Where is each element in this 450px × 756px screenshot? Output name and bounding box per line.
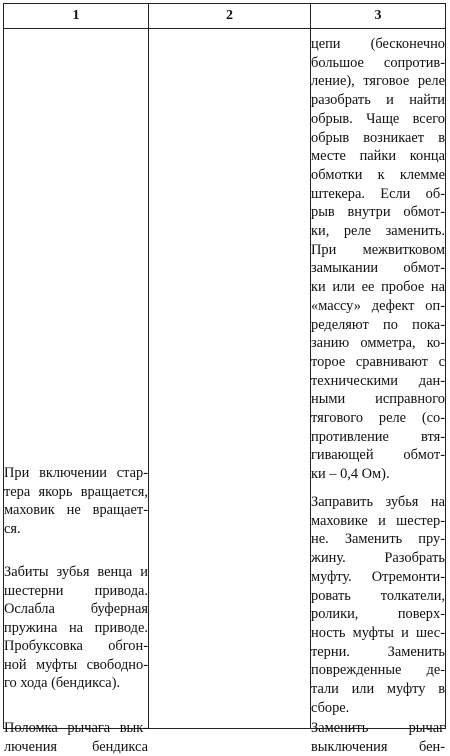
col1-line: тера якорь вращается, <box>4 483 148 500</box>
col3-line: техническими дан- <box>311 372 445 389</box>
col3-line: разобрать и найти <box>311 92 445 109</box>
col1-line: лючения бендикса <box>4 738 148 755</box>
col3-line: выключения бен- <box>311 738 445 755</box>
header-col-3: 3 <box>311 4 446 29</box>
header-col-1: 1 <box>4 4 149 29</box>
col1-line: При включении стар- <box>4 465 148 481</box>
col3-line: жину. Разобрать <box>311 550 445 567</box>
header-col-2: 2 <box>149 4 311 29</box>
col3-line: занию омметра, ко- <box>311 335 445 352</box>
col-1-cell <box>4 29 149 755</box>
header-row <box>4 4 446 29</box>
col-2-cell <box>149 29 311 729</box>
body-row <box>4 29 446 729</box>
col3-line: ки – 0,4 Ом). <box>311 466 390 483</box>
col1-line: го хода (бендикса). <box>4 675 121 692</box>
col3-line: обрыв возникает в <box>311 129 445 146</box>
col3-line: торое сравнивают с <box>311 353 445 370</box>
col1-line: маховик не вращает- <box>4 502 148 519</box>
col3-line: Заправить зубья на <box>311 494 445 510</box>
col-3-cell <box>311 29 446 755</box>
col3-line: тягового реле (со- <box>311 410 445 427</box>
col3-line: ными исправного <box>311 391 445 408</box>
col3-line: ки, реле заменить. <box>311 223 445 240</box>
col3-line: обмотки к клемме <box>311 166 445 183</box>
col3-line: противление втя- <box>311 428 445 445</box>
col1-block-1 <box>4 464 148 539</box>
col3-line: большое сопротив- <box>311 54 445 71</box>
col3-line: гивающей обмот- <box>311 447 445 464</box>
col3-line: ление), тяговое реле <box>311 73 445 90</box>
col1-block-3 <box>4 637 148 693</box>
col3-line: поврежденные де- <box>311 662 445 679</box>
col1-block-2 <box>4 563 148 638</box>
col3-line: ровать толкатели, <box>311 587 445 604</box>
col3-line: ределяют по пока- <box>311 316 445 333</box>
col1-line: шестерни привода. <box>4 582 148 599</box>
col3-block-1 <box>311 35 445 484</box>
col1-line: Пробуксовка обгон- <box>4 638 148 654</box>
col3-block-3 <box>311 719 445 756</box>
col3-line: Заменить рычаг <box>311 720 445 736</box>
col3-line: не. Заменить пру- <box>311 531 445 548</box>
col3-line: сборе. <box>311 699 350 716</box>
col3-line: рыв внутри обмот- <box>311 204 445 221</box>
fault-table <box>3 3 446 755</box>
col3-line: обрыв. Чаще всего <box>311 110 445 127</box>
col1-line: Ослабла буферная <box>4 601 148 618</box>
col1-line: Забиты зубья венца и <box>4 564 148 580</box>
col1-line: ной муфты свободно- <box>4 656 148 673</box>
col3-line: муфту. Отремонти- <box>311 568 445 585</box>
col3-line: месте пайки конца <box>311 148 445 165</box>
col3-line: терни. Заменить <box>311 643 445 660</box>
col3-line: ролики, поверх- <box>311 606 445 623</box>
col1-line: Поломка рычага вык- <box>4 720 148 736</box>
col3-line: маховике и шестер- <box>311 512 445 529</box>
col3-line: штекера. Если об- <box>311 185 445 202</box>
col1-line: пружина на приводе. <box>4 620 148 637</box>
col3-line: замыкании обмот- <box>311 260 445 277</box>
col1-block-4 <box>4 719 148 756</box>
col3-line: тали или муфту в <box>311 681 445 698</box>
col1-line: ся. <box>4 521 21 538</box>
col3-block-2 <box>311 493 445 717</box>
col3-line: ки или ее пробое на <box>311 279 445 296</box>
col3-line: ность муфты и шес- <box>311 624 445 641</box>
col3-line: «массу» дефект оп- <box>311 297 445 314</box>
col3-line: цепи (бесконечно <box>311 36 445 52</box>
col3-line: При межвитковом <box>311 241 445 258</box>
